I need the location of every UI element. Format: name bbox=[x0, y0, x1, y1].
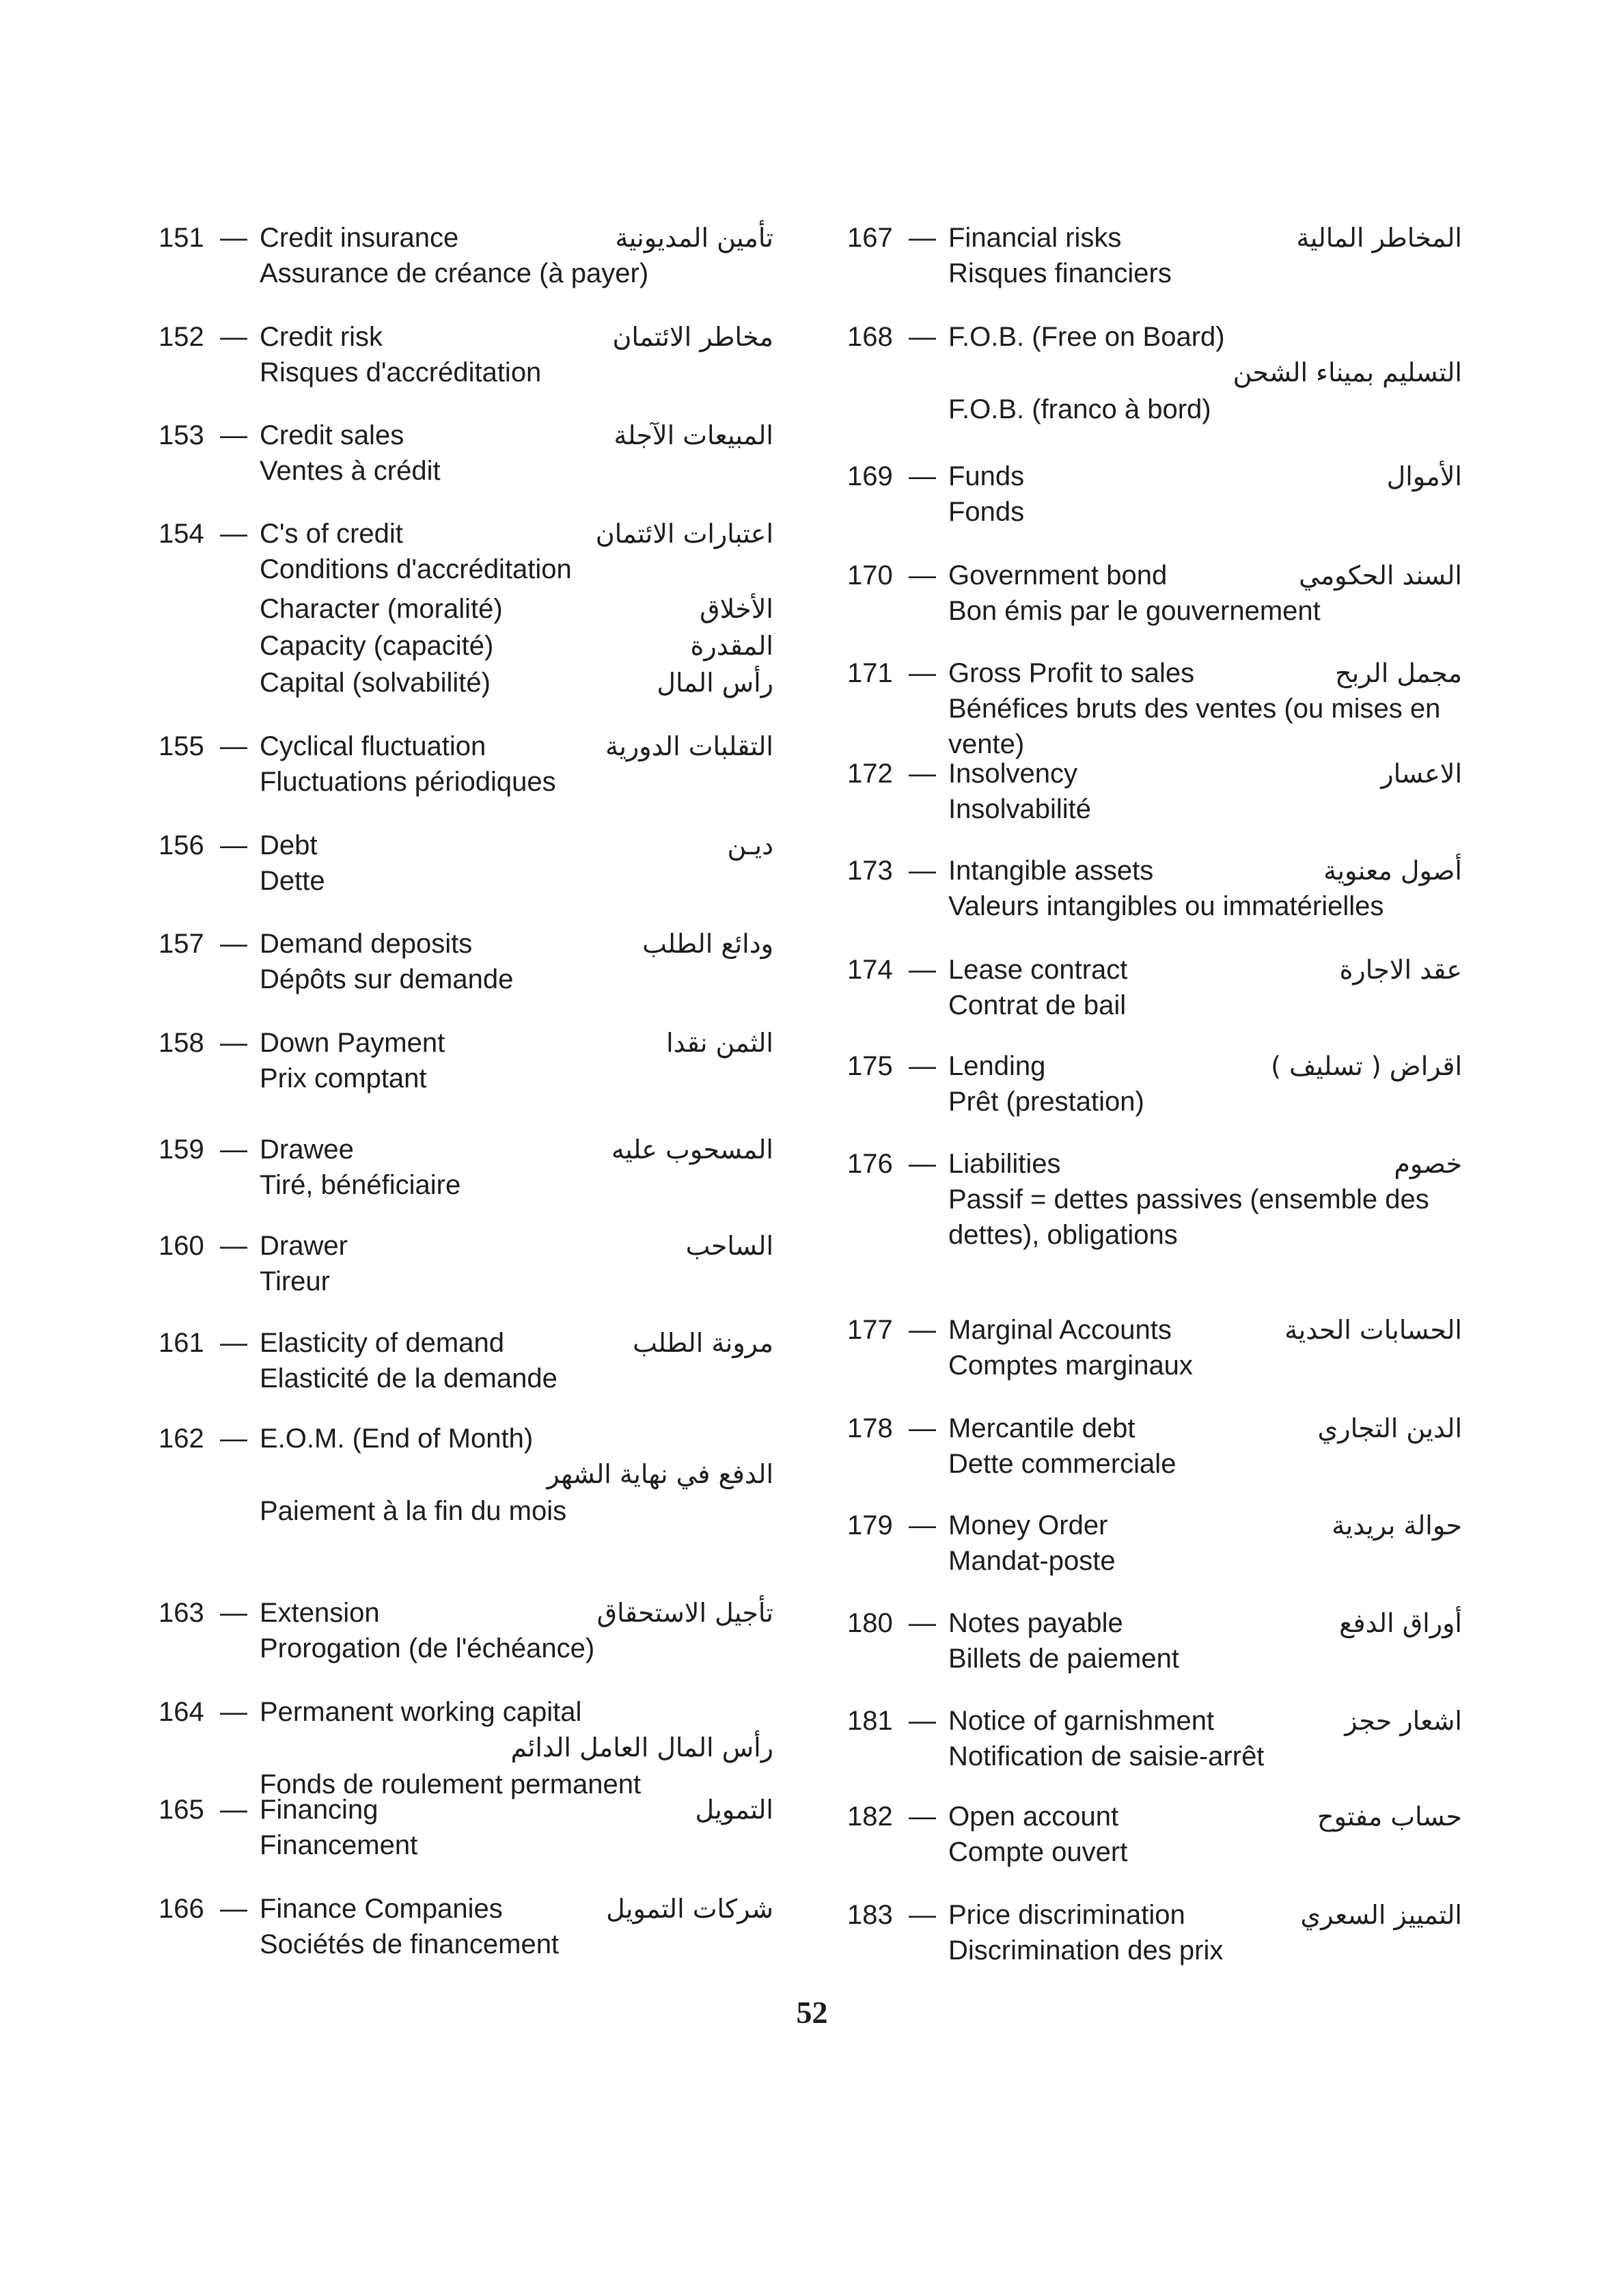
english-term: Price discrimination bbox=[948, 1900, 1185, 1930]
arabic-term-line bbox=[159, 1730, 773, 1767]
french-term: Risques financiers bbox=[948, 258, 1172, 288]
entry-headline bbox=[159, 220, 773, 256]
french-line bbox=[847, 1739, 1462, 1774]
glossary-entry bbox=[159, 1025, 773, 1096]
english-term: Gross Profit to sales bbox=[948, 658, 1195, 688]
entry-number: 164 bbox=[159, 1697, 204, 1727]
french-line bbox=[847, 1933, 1462, 1968]
glossary-entry bbox=[159, 1228, 773, 1299]
entry-headline bbox=[159, 319, 773, 355]
french-term: Fonds de roulement permanent bbox=[260, 1769, 642, 1799]
english-term: Debt bbox=[260, 830, 318, 860]
entry-headline bbox=[159, 729, 773, 764]
french-term: Discrimination des prix bbox=[948, 1935, 1224, 1966]
glossary-entry bbox=[159, 418, 773, 489]
entry-number: 174 bbox=[847, 955, 893, 985]
entry-dash: — bbox=[220, 1028, 247, 1058]
english-term: E.O.M. (End of Month) bbox=[260, 1424, 534, 1454]
french-line bbox=[159, 1927, 773, 1962]
french-line bbox=[159, 962, 773, 997]
arabic-term: التمويل bbox=[695, 1795, 773, 1825]
glossary-entry bbox=[159, 1595, 773, 1666]
entry-headline bbox=[159, 516, 773, 552]
arabic-term: المسحوب عليه bbox=[611, 1134, 773, 1165]
entry-dash: — bbox=[909, 1413, 936, 1443]
french-line bbox=[847, 1348, 1462, 1383]
arabic-term: الاعسار bbox=[1381, 759, 1462, 789]
glossary-entry bbox=[159, 516, 773, 702]
entry-dash: — bbox=[909, 322, 936, 352]
arabic-term: الحسابات الحدية bbox=[1284, 1315, 1462, 1345]
sub-entry bbox=[159, 591, 773, 628]
entry-dash: — bbox=[909, 1608, 936, 1638]
french-term: Billets de paiement bbox=[948, 1644, 1179, 1674]
english-term: Open account bbox=[948, 1802, 1119, 1832]
english-term: Notice of garnishment bbox=[948, 1706, 1215, 1736]
french-line bbox=[159, 1361, 773, 1396]
entry-dash: — bbox=[909, 1149, 936, 1179]
french-term: Ventes à crédit bbox=[260, 456, 441, 486]
french-term: Tiré, bénéficiaire bbox=[260, 1170, 461, 1200]
french-term: Tireur bbox=[260, 1266, 330, 1296]
entry-number: 172 bbox=[847, 759, 893, 789]
glossary-entry bbox=[847, 1411, 1462, 1482]
entry-headline bbox=[159, 418, 773, 453]
french-line bbox=[159, 764, 773, 800]
french-term: F.O.B. (franco à bord) bbox=[948, 394, 1211, 424]
glossary-entry bbox=[159, 1891, 773, 1962]
entry-number: 154 bbox=[159, 519, 204, 549]
english-term: Insolvency bbox=[948, 759, 1077, 789]
glossary-entry bbox=[159, 1792, 773, 1863]
arabic-term: المبيعات الآجلة bbox=[614, 420, 773, 450]
entry-dash: — bbox=[220, 519, 247, 549]
french-term: Conditions d'accréditation bbox=[260, 554, 572, 584]
arabic-term: التسليم بميناء الشحن bbox=[1233, 357, 1462, 388]
french-line bbox=[847, 1641, 1462, 1676]
entry-dash: — bbox=[909, 1510, 936, 1540]
french-term: Bénéfices bruts des ventes (ou mises en vente) bbox=[948, 694, 1441, 759]
french-term: Dette bbox=[260, 866, 325, 896]
entry-dash: — bbox=[909, 856, 936, 886]
entry-number: 180 bbox=[847, 1608, 893, 1638]
entry-dash: — bbox=[220, 322, 247, 352]
entry-dash: — bbox=[220, 830, 247, 860]
entry-number: 151 bbox=[159, 223, 204, 253]
entry-number: 158 bbox=[159, 1028, 204, 1058]
entry-headline bbox=[847, 1146, 1462, 1182]
french-term: Sociétés de financement bbox=[260, 1929, 560, 1959]
sub-english-term: Character (moralité) bbox=[260, 594, 503, 624]
english-term: Credit sales bbox=[260, 420, 404, 450]
entry-dash: — bbox=[909, 1802, 936, 1832]
arabic-term: أوراق الدفع bbox=[1339, 1608, 1462, 1638]
entry-headline bbox=[847, 853, 1462, 888]
french-line bbox=[159, 1631, 773, 1666]
entry-headline bbox=[159, 1792, 773, 1827]
arabic-term: الساحب bbox=[685, 1231, 773, 1261]
english-term: C's of credit bbox=[260, 519, 403, 549]
glossary-entry bbox=[847, 756, 1462, 827]
english-term: Finance Companies bbox=[260, 1894, 503, 1924]
glossary-entry bbox=[847, 1703, 1462, 1774]
french-line bbox=[847, 494, 1462, 530]
english-term: Liabilities bbox=[948, 1149, 1061, 1179]
entry-number: 152 bbox=[159, 322, 204, 352]
entry-headline bbox=[847, 319, 1462, 355]
entry-dash: — bbox=[220, 1424, 247, 1454]
entry-dash: — bbox=[220, 731, 247, 761]
arabic-term: اشعار حجز bbox=[1345, 1706, 1462, 1736]
french-term: Prêt (prestation) bbox=[948, 1087, 1144, 1117]
english-term: Drawer bbox=[260, 1231, 348, 1261]
english-term: Money Order bbox=[948, 1510, 1108, 1540]
entry-dash: — bbox=[909, 955, 936, 985]
entry-headline bbox=[847, 1508, 1462, 1543]
entry-dash: — bbox=[220, 1894, 247, 1924]
french-line bbox=[159, 256, 773, 291]
entry-dash: — bbox=[909, 1900, 936, 1930]
arabic-term: ديـن bbox=[727, 830, 773, 860]
arabic-term: السند الحكومي bbox=[1299, 560, 1462, 590]
english-term: Down Payment bbox=[260, 1028, 445, 1058]
arabic-term: التمييز السعري bbox=[1300, 1900, 1462, 1930]
sub-english-term: Capacity (capacité) bbox=[260, 631, 494, 661]
sub-arabic-term: رأس المال bbox=[657, 668, 773, 698]
english-term: Government bond bbox=[948, 560, 1168, 590]
entry-number: 166 bbox=[159, 1894, 204, 1924]
entry-number: 162 bbox=[159, 1424, 204, 1454]
french-line bbox=[847, 392, 1462, 427]
entry-headline bbox=[847, 1897, 1462, 1933]
entry-number: 167 bbox=[847, 223, 893, 253]
entry-dash: — bbox=[909, 658, 936, 688]
entry-headline bbox=[159, 1132, 773, 1167]
entry-number: 163 bbox=[159, 1598, 204, 1628]
glossary-entry bbox=[159, 1325, 773, 1396]
entry-headline bbox=[159, 1891, 773, 1927]
glossary-entry bbox=[159, 828, 773, 899]
entry-dash: — bbox=[220, 1697, 247, 1727]
arabic-term: مجمل الربح bbox=[1335, 658, 1462, 688]
french-line bbox=[847, 1084, 1462, 1119]
french-line bbox=[847, 1182, 1462, 1250]
entry-number: 161 bbox=[159, 1328, 204, 1358]
entry-number: 155 bbox=[159, 731, 204, 761]
entry-dash: — bbox=[909, 1051, 936, 1081]
entry-dash: — bbox=[220, 1134, 247, 1165]
entry-headline bbox=[159, 1694, 773, 1730]
entry-number: 165 bbox=[159, 1795, 204, 1825]
arabic-term: ودائع الطلب bbox=[642, 929, 773, 959]
french-term: Mandat-poste bbox=[948, 1546, 1116, 1576]
entry-dash: — bbox=[909, 759, 936, 789]
french-line bbox=[847, 256, 1462, 291]
french-term: Comptes marginaux bbox=[948, 1350, 1193, 1381]
glossary-entry bbox=[847, 1048, 1462, 1119]
arabic-term: حوالة بريدية bbox=[1332, 1510, 1462, 1540]
sub-english-term: Capital (solvabilité) bbox=[260, 668, 491, 698]
english-term: Credit insurance bbox=[260, 223, 459, 253]
arabic-term-line bbox=[159, 1456, 773, 1493]
french-line bbox=[159, 552, 773, 587]
french-term: Insolvabilité bbox=[948, 794, 1092, 824]
french-term: Prix comptant bbox=[260, 1063, 427, 1093]
french-term: Dépôts sur demande bbox=[260, 964, 514, 994]
entry-number: 182 bbox=[847, 1802, 893, 1832]
entry-dash: — bbox=[220, 223, 247, 253]
entry-headline bbox=[847, 459, 1462, 494]
glossary-entry bbox=[847, 1508, 1462, 1579]
sub-entry bbox=[159, 628, 773, 665]
french-line bbox=[159, 863, 773, 899]
french-term: Dette commerciale bbox=[948, 1449, 1176, 1479]
glossary-entry bbox=[847, 1146, 1462, 1250]
arabic-term: مخاطر الائتمان bbox=[612, 322, 773, 352]
french-term: Fluctuations périodiques bbox=[260, 767, 556, 797]
entry-dash: — bbox=[909, 223, 936, 253]
arabic-term: شركات التمويل bbox=[606, 1894, 773, 1924]
entry-headline bbox=[847, 756, 1462, 791]
glossary-entry bbox=[847, 459, 1462, 530]
french-line bbox=[159, 453, 773, 489]
glossary-entry bbox=[847, 1799, 1462, 1870]
entry-number: 170 bbox=[847, 560, 893, 590]
english-term: Marginal Accounts bbox=[948, 1315, 1172, 1345]
french-term: Financement bbox=[260, 1830, 418, 1860]
english-term: Funds bbox=[948, 461, 1025, 491]
entry-headline bbox=[847, 558, 1462, 593]
entry-number: 153 bbox=[159, 420, 204, 450]
entry-headline bbox=[159, 1025, 773, 1061]
arabic-term: أصول معنوية bbox=[1323, 856, 1462, 886]
entry-number: 175 bbox=[847, 1051, 893, 1081]
glossary-entry bbox=[847, 220, 1462, 291]
glossary-entry bbox=[847, 853, 1462, 924]
french-line bbox=[159, 1264, 773, 1299]
entry-headline bbox=[159, 926, 773, 962]
entry-number: 168 bbox=[847, 322, 893, 352]
arabic-term: التقلبات الدورية bbox=[605, 731, 773, 761]
french-line bbox=[847, 593, 1462, 629]
arabic-term: الدفع في نهاية الشهر bbox=[547, 1459, 773, 1489]
arabic-term: الأموال bbox=[1386, 461, 1462, 491]
glossary-entry bbox=[159, 926, 773, 997]
english-term: Financial risks bbox=[948, 223, 1122, 253]
entry-number: 179 bbox=[847, 1510, 893, 1540]
entry-dash: — bbox=[909, 1315, 936, 1345]
french-line bbox=[847, 1543, 1462, 1579]
glossary-entry bbox=[159, 1421, 773, 1529]
english-term: F.O.B. (Free on Board) bbox=[948, 322, 1225, 352]
entry-headline bbox=[847, 1799, 1462, 1834]
entry-headline bbox=[847, 1411, 1462, 1446]
arabic-term: عقد الاجارة bbox=[1339, 955, 1462, 985]
entry-number: 157 bbox=[159, 929, 204, 959]
entry-headline bbox=[847, 655, 1462, 691]
entry-headline bbox=[847, 220, 1462, 256]
french-line bbox=[159, 1167, 773, 1203]
french-term: Assurance de créance (à payer) bbox=[260, 258, 649, 288]
french-term: Notification de saisie-arrêt bbox=[948, 1741, 1265, 1771]
french-line bbox=[847, 988, 1462, 1023]
entry-dash: — bbox=[909, 560, 936, 590]
french-line bbox=[159, 1061, 773, 1096]
entry-dash: — bbox=[220, 1231, 247, 1261]
entry-dash: — bbox=[220, 1328, 247, 1358]
sub-entry bbox=[159, 665, 773, 702]
entry-number: 160 bbox=[159, 1231, 204, 1261]
english-term: Intangible assets bbox=[948, 856, 1154, 886]
glossary-entry bbox=[847, 319, 1462, 427]
entry-headline bbox=[159, 828, 773, 863]
english-term: Financing bbox=[260, 1795, 379, 1825]
entry-headline bbox=[159, 1325, 773, 1361]
english-term: Notes payable bbox=[948, 1608, 1123, 1638]
arabic-term: الثمن نقدا bbox=[666, 1028, 773, 1058]
french-line bbox=[847, 1446, 1462, 1482]
sub-arabic-term: المقدرة bbox=[690, 631, 773, 661]
entry-number: 169 bbox=[847, 461, 893, 491]
arabic-term-line bbox=[847, 355, 1462, 392]
glossary-entry bbox=[847, 952, 1462, 1023]
french-term: Bon émis par le gouvernement bbox=[948, 596, 1321, 626]
sub-arabic-term: الأخلاق bbox=[700, 594, 773, 624]
glossary-entry bbox=[159, 1132, 773, 1203]
french-line bbox=[847, 691, 1462, 759]
english-term: Permanent working capital bbox=[260, 1697, 582, 1727]
entry-headline bbox=[847, 1605, 1462, 1641]
page-number: 52 bbox=[796, 1995, 828, 2030]
glossary-entry bbox=[159, 1694, 773, 1802]
french-term: Compte ouvert bbox=[948, 1837, 1128, 1867]
english-term: Cyclical fluctuation bbox=[260, 731, 486, 761]
entry-number: 181 bbox=[847, 1706, 893, 1736]
french-line bbox=[847, 888, 1462, 924]
french-line bbox=[847, 1834, 1462, 1870]
french-term: Valeurs intangibles ou immatérielles bbox=[948, 891, 1384, 921]
english-term: Drawee bbox=[260, 1134, 354, 1165]
entry-headline bbox=[847, 1312, 1462, 1348]
arabic-term: تأمين المديونية bbox=[615, 223, 773, 253]
entry-number: 159 bbox=[159, 1134, 204, 1165]
entry-number: 177 bbox=[847, 1315, 893, 1345]
english-term: Mercantile debt bbox=[948, 1413, 1136, 1443]
entry-number: 156 bbox=[159, 830, 204, 860]
arabic-term: المخاطر المالية bbox=[1296, 223, 1462, 253]
arabic-term: اعتبارات الائتمان bbox=[595, 519, 773, 549]
french-term: Elasticité de la demande bbox=[260, 1363, 558, 1393]
glossary-entry bbox=[847, 558, 1462, 629]
entry-number: 176 bbox=[847, 1149, 893, 1179]
french-term: Fonds bbox=[948, 497, 1025, 527]
english-term: Credit risk bbox=[260, 322, 383, 352]
glossary-entry bbox=[847, 1312, 1462, 1383]
entry-headline bbox=[847, 1703, 1462, 1739]
french-term: Paiement à la fin du mois bbox=[260, 1496, 567, 1526]
english-term: Lease contract bbox=[948, 955, 1128, 985]
entry-number: 178 bbox=[847, 1413, 893, 1443]
french-line bbox=[159, 1493, 773, 1529]
entry-number: 173 bbox=[847, 856, 893, 886]
french-term: Passif = dettes passives (ensemble des dettes), obligations bbox=[948, 1184, 1429, 1250]
glossary-entry bbox=[847, 1605, 1462, 1676]
entry-dash: — bbox=[220, 420, 247, 450]
arabic-term: خصوم bbox=[1394, 1149, 1462, 1179]
glossary-entry bbox=[847, 1897, 1462, 1968]
arabic-term: تأجيل الاستحقاق bbox=[596, 1598, 773, 1628]
arabic-term: الدين التجاري bbox=[1317, 1413, 1462, 1443]
arabic-term: حساب مفتوح bbox=[1317, 1802, 1462, 1832]
entry-headline bbox=[847, 952, 1462, 988]
entry-headline bbox=[847, 1048, 1462, 1084]
glossary-entry bbox=[159, 729, 773, 800]
glossary-entry bbox=[847, 655, 1462, 759]
french-term: Risques d'accréditation bbox=[260, 357, 542, 388]
arabic-term: رأس المال العامل الدائم bbox=[510, 1732, 773, 1763]
english-term: Extension bbox=[260, 1598, 380, 1628]
french-term: Contrat de bail bbox=[948, 990, 1127, 1020]
french-line bbox=[847, 791, 1462, 827]
entry-headline bbox=[159, 1595, 773, 1631]
french-term: Prorogation (de l'échéance) bbox=[260, 1633, 595, 1663]
entry-dash: — bbox=[909, 461, 936, 491]
glossary-entry bbox=[159, 220, 773, 291]
entry-dash: — bbox=[909, 1706, 936, 1736]
entry-number: 171 bbox=[847, 658, 893, 688]
french-line bbox=[159, 1827, 773, 1863]
entry-dash: — bbox=[220, 1795, 247, 1825]
entry-dash: — bbox=[220, 929, 247, 959]
arabic-term: مرونة الطلب bbox=[633, 1328, 773, 1358]
entry-number: 183 bbox=[847, 1900, 893, 1930]
entry-dash: — bbox=[220, 1598, 247, 1628]
english-term: Elasticity of demand bbox=[260, 1328, 504, 1358]
english-term: Demand deposits bbox=[260, 929, 473, 959]
entry-headline bbox=[159, 1228, 773, 1264]
french-line bbox=[159, 355, 773, 390]
glossary-entry bbox=[159, 319, 773, 390]
english-term: Lending bbox=[948, 1051, 1046, 1081]
arabic-term: اقراض ( تسليف ) bbox=[1271, 1051, 1462, 1081]
entry-headline bbox=[159, 1421, 773, 1456]
